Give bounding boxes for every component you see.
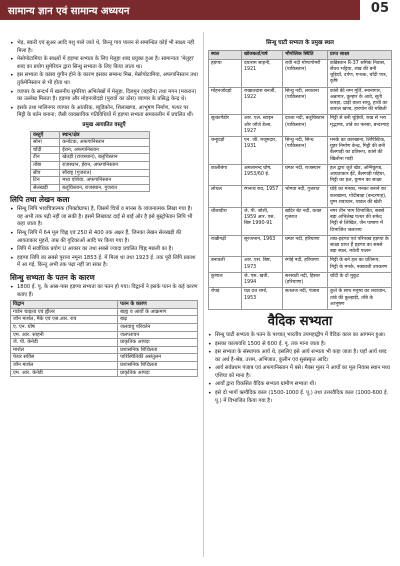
table-cell: प्राकृतिक आपदा <box>118 339 198 347</box>
table-cell: टिन <box>31 177 60 185</box>
table-cell: मोहनजोदड़ो <box>209 87 242 115</box>
table-cell: रंगोई नदी, हरियाणा <box>283 257 328 272</box>
table-row <box>11 331 198 339</box>
list-item: • मेसोपोटामिया के साक्ष्यों में हड़प्पा सभ्यता के लिए मेलुहा शब्द प्रयुक्त हुआ है। सामान्यतः 'मेलुहा' शब्द का प्रयोग सुमेरियन द्वारा सिन्धु सभ्यता के लिए किया जाता था। <box>17 56 198 71</box>
section-heading-vedic: वैदिक सभ्यता <box>267 313 333 329</box>
imports-table <box>30 131 150 193</box>
table-cell: दयाराम साहनी, 1921 <box>242 59 283 87</box>
table-row <box>209 288 392 310</box>
table-cell: खदिर बेट नदी, कच्छ गुजरात <box>283 208 328 236</box>
column-header: स्थल <box>209 50 242 59</box>
table-cell: टीन <box>31 154 60 162</box>
table-cell: जे. पी. जोशी, 1959 आर. एस. बिष्ट 1990-91 <box>242 208 283 236</box>
table-row <box>31 177 150 185</box>
list-item: • हड़प्पा लिपि का सबसे पुराना नमूना 1853 ई. में मिला था तथा 1923 ई. तक पूरी लिपि प्रकाश में आ गई, किन्तु अभी तक पढ़ा नहीं जा सका है। <box>17 255 198 270</box>
list-item: • व्यापार के सन्दर्भ में खलनीय सुमेरिया अभिलेखों में मेलुहा, दिलमुन (बहरीन) तथा मगन (मकरान) का उल्लेख मिलता है। हड़प्पा और मोहनजोदड़ो (पुरावों का ठोस) व्यापार के प्रसिद्ध केन्द्र थे। <box>17 89 198 104</box>
column-header: विद्वान <box>11 301 118 309</box>
table-cell: घग्घर नदी, हरियाणा <box>283 235 328 257</box>
table-cell: सरस्वती नदी, हिसार (हरियाणा) <box>283 272 328 287</box>
table-cell: कब्रिस्तान R-37 श्रमिक निवास, सेंधव भट्टिया, शंख की बनी चूड़ियाँ, दर्पण, गन्धक, चाँदी पात्र, कृषि <box>328 59 392 87</box>
table-row <box>11 369 198 377</box>
table-cell: गार्डन चाइल्ड एवं ह्वीलर <box>11 308 118 316</box>
sites-table <box>208 50 392 310</box>
table-cell: आर. एस. बिष्ट, 1973 <box>242 257 283 272</box>
table-row <box>11 316 198 324</box>
table-cell: बाढ़ <box>118 316 198 324</box>
page-number: 05 <box>368 1 392 16</box>
section-heading-script: लिपि तथा लेखन कला <box>10 195 70 205</box>
table-cell: दाश्क नदी, बलूचिस्तान (पाकिस्तान) <box>283 115 328 137</box>
table-row <box>209 272 392 287</box>
table-cell: यज्ञ दत्त शर्मा, 1953 <box>242 288 283 310</box>
table-cell: चाँदी के दो मुकुट <box>328 272 392 287</box>
table-row <box>209 257 392 272</box>
table-row <box>11 339 198 347</box>
table-row <box>209 87 392 115</box>
table-cell: चन्हूदड़ो <box>209 137 242 165</box>
table-cell: मिट्टी के बने हल का प्रतिरूप, मिट्टी के मनके, नक्काशी उपकरण <box>328 257 392 272</box>
table-cell: राखालदास बनर्जी, 1922 <box>242 87 283 115</box>
table-row <box>209 208 392 236</box>
table-cell: हड़प्पा <box>209 59 242 87</box>
table-cell: जलवायु परिवर्तन <box>118 324 198 332</box>
column-divider <box>203 32 204 557</box>
table-cell: ईरान, अफगानिस्तान <box>60 146 150 154</box>
table-cell: जॉन मार्शल <box>11 361 118 369</box>
table-cell: सिन्धु नदी, सिन्ध (पाकिस्तान) <box>283 137 328 165</box>
table-cell: रावी नदी मोण्टगोमरी (पाकिस्तान) <box>283 59 328 87</box>
table-cell: प्रशासनिक शिथिलता <box>118 361 198 369</box>
table-row <box>209 235 392 257</box>
table-cell: रंगनाथ राव, 1957 <box>242 186 283 208</box>
table-cell: सोना <box>31 139 60 147</box>
list-item: • लिपि में सर्वाधिक प्रयोग U आकार का तथा सबसे ज्यादा प्रचलित चिह्न मछली का है। <box>17 246 198 254</box>
table-cell: घोड़े का मनका, मनका बनाने का कारखाना, गोदीबाड़ा (बन्दरगाह), युग्म शवाधान, चावल की खेती <box>328 186 392 208</box>
table-cell: भोगवा नदी, गुजरात <box>283 186 328 208</box>
table-cell: आर. एल. स्टाइन और जॉर्ज डेल्स, 1927 <box>242 115 283 137</box>
table-cell: सतलज नदी, पंजाब <box>283 288 328 310</box>
table-cell: जे. एस. खत्री, 1994 <box>242 272 283 287</box>
table-cell: सीप <box>31 169 60 177</box>
table-cell: सूरजभान, 1963 <box>242 235 283 257</box>
table-row <box>11 346 198 354</box>
decline-table <box>10 300 198 377</box>
table-cell: राजस्थान, ईरान, अफगानिस्तान <box>60 161 150 169</box>
sites-table-title: सिन्धु घाटी सभ्यता के प्रमुख स्थल <box>266 40 334 46</box>
table-cell: ताँबा <box>31 161 60 169</box>
table-row <box>209 115 392 137</box>
table-row <box>209 164 392 186</box>
table-cell: मिट्टी से बनी चूड़ियाँ, राख से भरा मृद्भाण्ड, तांबे का फरसा, बन्दरगाह <box>328 115 392 137</box>
table-cell: कुत्ते के साथ मनुष्य का शवाधान, तांबे की कुल्हाड़ी, ताँबे के आभूषण <box>328 288 392 310</box>
table-cell: लोथल <box>209 186 242 208</box>
right-column <box>208 40 392 406</box>
table-cell: नगर तीन भाग विभाजित, सबसे बड़ा अभिलेख पत्थर की सफेद मिट्टी से लिखित, जैन पाषाण में विभाजित जलाशय <box>328 208 392 236</box>
list-item: • आर्य सर्वप्रथम पंजाब एवं अफगानिस्तान में बसे। मैक्स मूलर ने आर्यों का मूल निवास स्थान मध्य एशिया को माना है। <box>215 365 392 380</box>
list-item: • सिन्धु लिपि में 64 मूल चिह्न एवं 250 से 400 तक अक्षर हैं, जिनका लेखन सेलखड़ी की आयताकार मुहरों, ताम्र की गुटिकाओं आदि पर किया गया है। <box>17 230 198 245</box>
table-cell: घग्घर नदी, राजस्थान <box>283 164 328 186</box>
table-cell: कांसे की नग्न मूर्ति, स्नानागार, अन्नागार, कुम्हार के आवे, सूती कपड़ा, दाढ़ी वाला साधु, हाथी का कपाल खण्ड, हारपोन की मछिली <box>328 87 392 115</box>
column-header: स्थान/क्षेत्र <box>60 131 150 139</box>
list-item: • इस सभ्यता के कांस्य युगीन होने के कारण इसका सम्बन्ध मिस्र, मेसोपोटामिया, अफगानिस्तान तथा तुर्कमेनिस्तान से भी होता था। <box>17 72 198 87</box>
table-cell: एम. आर. केनेडी <box>11 369 118 377</box>
table-header-row <box>209 50 392 59</box>
table-cell: कर्नाटक, अफगानिस्तान <box>60 139 150 147</box>
list-item: • इस सभ्यता के संस्थापक आर्य थे, इसलिए इसे आर्य सभ्यता भी कहा जाता है। यहाँ आर्य शब्द का अर्थ है-श्रेष्ठ, उत्तम, अभिजात, कुलीन एवं सुसंस्कृत आदि। <box>215 349 392 364</box>
table-cell: बाह्य व आर्यों के आक्रमण <box>118 308 198 316</box>
table-cell: जॉन मार्शल, मैके एवं एस.आर. राव <box>11 316 118 324</box>
table-cell: प्राकृतिक आपदा <box>118 369 198 377</box>
table-row <box>31 146 150 154</box>
table-cell: खेतड़ी (राजस्थान), बलूचिस्तान <box>60 154 150 162</box>
list-item: • आर्यों द्वारा विकसित वैदिक सभ्यता ग्रामीण सभ्यता थी। <box>215 381 392 389</box>
table-cell: धौलावीरा <box>209 208 242 236</box>
table-cell: जे. पी. केनेडी <box>11 339 118 347</box>
list-item: • इसके तथा मालिनगर व्यापार के आंतरिक, ब्यूडिकोन, शिलाखण्ड, आभूषण निर्माण, पत्थर पर मिट्टी के बर्तन बनाना; जैसी व्यवसायिक गतिविधियों में हड़प्पा सभ्यता समकालीन में प्रचलित थीं। <box>17 105 198 120</box>
table-cell: मार्शल <box>11 346 118 354</box>
table-cell: सुत्कागेंडोर <box>209 115 242 137</box>
table-cell: बलूचिस्तान, राजस्थान, गुजरात <box>60 184 150 192</box>
table-cell: एम. आर. साहनी <box>11 331 118 339</box>
section-heading-decline: सिन्धु सभ्यता के पतन के कारण <box>10 273 95 283</box>
bullets-script <box>10 206 198 270</box>
table-cell: पारिस्थितिकी असंतुलन <box>118 354 198 362</box>
bullets-decline <box>10 284 198 299</box>
table-cell: एन. जी. मजूमदार, 1931 <box>242 137 283 165</box>
list-item: • सिन्धु घाटी सभ्यता के पतन के पश्चात् भारतीय उपमहाद्वीप में वैदिक काल का आगमन हुआ। <box>215 332 392 340</box>
bullets-vedic <box>208 332 392 405</box>
table-row <box>11 354 198 362</box>
table-cell: सौराष्ट्र (गुजरात) <box>60 169 150 177</box>
table-cell: कुणाल <box>209 272 242 287</box>
table-row <box>31 139 150 147</box>
table-row <box>11 361 198 369</box>
table-row <box>31 169 150 177</box>
table-cell: ताम्र-हड़प्पा एवं परिपक्व हड़प्पा के साक्ष्य प्राप्त हैं हड़प्पा का सबसे बड़ा स्थल, मवेशी पालन <box>328 235 392 257</box>
imports-table-title: प्रमुख आयातित वस्तुएँ <box>82 121 126 128</box>
table-header-row <box>31 131 150 139</box>
table-row <box>31 161 150 169</box>
list-item: • इसे दो भागों ऋग्वैदिक काल (1500-1000 ई. पू.) तथा उत्तरवैदिक काल (1000-600 ई. पू.) में विभाजित किया गया है। <box>215 390 392 405</box>
table-row <box>11 308 198 316</box>
table-row <box>31 154 150 162</box>
column-header: वस्तुएँ <box>31 131 60 139</box>
table-cell: मनके का कारखाना, लिपिस्टिक, मुहर निर्माण केन्द्र, मिट्टी की बनी बैलगाड़ी का प्रतिरूप, कांसे की खिलौना गाड़ी <box>328 137 392 165</box>
list-item: • 1800 ई. पू. के आस-पास हड़प्पा सभ्यता का पतन हो गया। विद्वानों ने इसके पतन के कई कारण बताए हैं। <box>17 284 198 299</box>
table-cell: कालीबंगा <box>209 164 242 186</box>
table-cell: सेलखड़ी <box>31 184 60 192</box>
column-header: भौगोलिक स्थिति <box>283 50 328 59</box>
list-item: • सिन्धु लिपि भावचित्रात्मक (पिक्टोग्राफ) है, जिसमें चित्रों व मानस के व्यंजनात्मक लिखा गया है। यह अभी तक पढ़ी नहीं जा सकी है। इसमें लिखावट दाईं से बाईं ओर है इसे बूस्ट्रोफेडन लिपि भी कहा जाता है। <box>17 206 198 229</box>
table-cell: हल द्वारा जुते खेत, अग्निकुण्ड, आयताकार ईंटें, बैलगाड़ी पहिया, मिट्टी का हल, युग्मन का साक्ष्य <box>328 164 392 186</box>
table-cell: प्रशासनिक शिथिलता <box>118 346 198 354</box>
table-cell: अमलानन्द घोष, 1953/60 ई. <box>242 164 283 186</box>
table-cell: मध्य एशिया, अफगानिस्तान <box>60 177 150 185</box>
table-row <box>31 184 150 192</box>
column-header: प्राप्त साक्ष्य <box>328 50 392 59</box>
table-cell: बनावली <box>209 257 242 272</box>
left-column <box>10 40 198 377</box>
list-item: • इसका कालावधि 1500 से 600 ई. पू. तक माना जाता है। <box>215 341 392 349</box>
table-cell: सिन्धु नदी, लरकाना (पाकिस्तान) <box>283 87 328 115</box>
table-row <box>209 186 392 208</box>
table-header-row <box>11 301 198 309</box>
table-row <box>209 59 392 87</box>
table-cell: रोपड़ <box>209 288 242 310</box>
page-header <box>0 0 400 20</box>
column-header: पतन के कारण <box>118 301 198 309</box>
table-cell: जलप्लावन <box>118 331 198 339</box>
table-cell: ए. एन. घोष <box>11 324 118 332</box>
table-row <box>209 137 392 165</box>
table-cell: फेयर सर्विस <box>11 354 118 362</box>
bullets-top <box>10 40 198 120</box>
list-item: • भेड़, बकरी एवं सुअर आदि पशु पाले जाते थे, किन्तु गाय पालन से सम्बन्धित कोई भी साक्ष्य नहीं मिला है। <box>17 40 198 55</box>
table-cell: राखीगढ़ी <box>209 235 242 257</box>
column-header: खोजकर्ता/वर्ष <box>242 50 283 59</box>
header-title: सामान्य ज्ञान एवं सामान्य अध्ययन <box>8 6 130 17</box>
table-row <box>11 324 198 332</box>
table-cell: चाँदी <box>31 146 60 154</box>
